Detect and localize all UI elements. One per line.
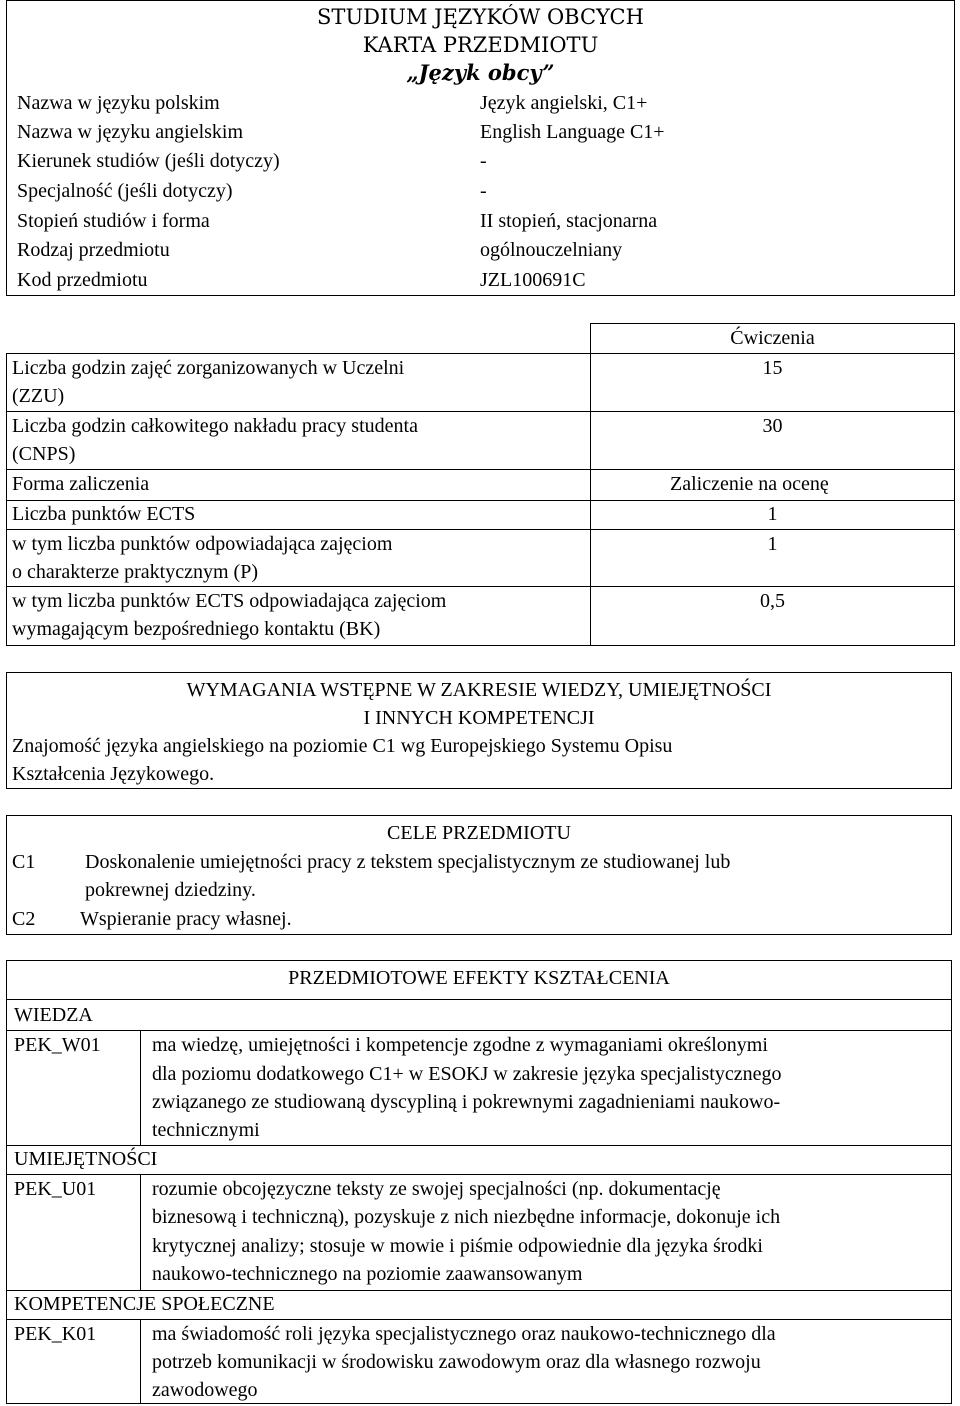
outcome-text: ma wiedzę, umiejętności i kompetencje zgodne z wymaganiami określonymi (152, 1034, 768, 1056)
cnps-value: 30 (762, 415, 783, 437)
hours-column-header: Ćwiczenia (730, 327, 815, 349)
bk-value: 0,5 (760, 590, 785, 612)
zzu-label: Liczba godzin zajęć zorganizowanych w Uczelni (12, 357, 405, 379)
header-card-title: KARTA PRZEDMIOTU (362, 33, 599, 57)
requirements-text: Znajomość języka angielskiego na poziomie C1 wg Europejskiego Systemu Opisu (12, 735, 673, 757)
info-value: JZL100691C (480, 269, 586, 291)
goal-text: Wspieranie pracy własnej. (80, 908, 292, 930)
cnps-label-abbr: (CNPS) (12, 443, 76, 465)
info-value: - (480, 180, 487, 202)
kompetencje-label: KOMPETENCJE SPOŁECZNE (14, 1293, 275, 1315)
wiedza-label: WIEDZA (14, 1004, 93, 1026)
outcome-text: naukowo-technicznego na poziomie zaawansowanym (152, 1263, 583, 1285)
outcome-text: krytycznej analizy; stosuje w mowie i piśmie odpowiednie dla języka środki (152, 1235, 763, 1257)
goal-text-2: pokrewnej dziedziny. (85, 879, 256, 901)
outcomes-title: PRZEDMIOTOWE EFEKTY KSZTAŁCENIA (288, 967, 670, 989)
info-label: Specjalność (jeśli dotyczy) (17, 180, 233, 202)
info-label: Kierunek studiów (jeśli dotyczy) (17, 150, 280, 172)
outcome-text: związanego ze studiowaną dyscypliną i pokrewnymi zagadnieniami naukowo- (152, 1091, 781, 1113)
outcome-code: PEK_U01 (14, 1178, 97, 1200)
forma-value: Zaliczenie na ocenę (670, 473, 829, 495)
info-value: Język angielski, C1+ (480, 92, 648, 114)
info-value: - (480, 150, 487, 172)
header-study-title: STUDIUM JĘZYKÓW OBCYCH (317, 5, 644, 29)
ects-value: 1 (767, 503, 778, 525)
forma-label: Forma zaliczenia (12, 473, 150, 495)
info-value: ogólnouczelniany (480, 239, 623, 261)
info-label: Stopień studiów i forma (17, 210, 210, 232)
practical-label-2: o charakterze praktycznym (P) (12, 561, 258, 583)
goal-text: Doskonalenie umiejętności pracy z tekstem specjalistycznym ze studiowanej lub (85, 851, 731, 873)
goal-code: C2 (12, 908, 36, 930)
info-label: Nazwa w języku polskim (17, 92, 220, 114)
practical-value: 1 (767, 533, 778, 555)
cnps-label: Liczba godzin całkowitego nakładu pracy studenta (12, 415, 418, 437)
outcome-text: rozumie obcojęzyczne teksty ze swojej specjalności (np. dokumentację (152, 1178, 721, 1200)
outcome-text: dla poziomu dodatkowego C1+ w ESOKJ w zakresie języka specjalistycznego (152, 1063, 782, 1085)
outcome-text: technicznymi (152, 1119, 260, 1141)
goals-title: CELE PRZEDMIOTU (387, 822, 571, 844)
outcome-text: zawodowego (152, 1379, 258, 1401)
info-label: Kod przedmiotu (17, 269, 148, 291)
info-label: Nazwa w języku angielskim (17, 121, 244, 143)
header-subject-title: „Język obcy” (406, 60, 555, 85)
info-value: English Language C1+ (480, 121, 665, 143)
zzu-label-abbr: (ZZU) (12, 385, 65, 407)
outcome-text: ma świadomość roli języka specjalistycznego oraz naukowo-technicznego dla (152, 1323, 776, 1345)
ects-label: Liczba punktów ECTS (12, 503, 196, 525)
requirements-title-2: I INNYCH KOMPETENCJI (363, 707, 595, 729)
info-label: Rodzaj przedmiotu (17, 239, 170, 261)
outcome-text: biznesową i techniczną), pozyskuje z nich niezbędne informacje, dokonuje ich (152, 1206, 781, 1228)
outcome-code: PEK_K01 (14, 1323, 97, 1345)
requirements-text-2: Kształcenia Językowego. (12, 763, 215, 785)
bk-label-2: wymagającym bezpośredniego kontaktu (BK) (12, 618, 381, 640)
goal-code: C1 (12, 851, 36, 873)
outcome-code: PEK_W01 (14, 1034, 101, 1056)
info-value: II stopień, stacjonarna (480, 210, 658, 232)
outcome-text: potrzeb komunikacji w środowisku zawodowym oraz dla własnego rozwoju (152, 1351, 761, 1373)
umiejetnosci-label: UMIEJĘTNOŚCI (14, 1148, 158, 1170)
requirements-title: WYMAGANIA WSTĘPNE W ZAKRESIE WIEDZY, UMIEJĘTNOŚCI (186, 679, 772, 701)
practical-label: w tym liczba punktów odpowiadająca zajęciom (12, 533, 393, 555)
bk-label: w tym liczba punktów ECTS odpowiadająca zajęciom (12, 590, 447, 612)
zzu-value: 15 (762, 357, 783, 379)
